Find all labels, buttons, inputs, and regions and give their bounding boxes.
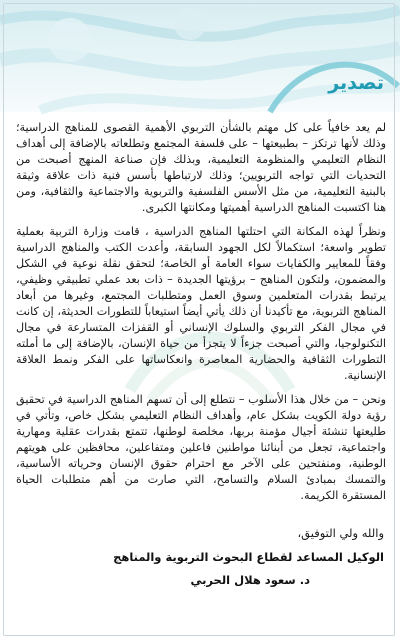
page-title: تصدير — [328, 72, 384, 94]
paragraph-1: لم يعد خافياً على كل مهتم بالشأن التربوي الأهمية القصوى للمناهج الدراسية؛ وذلك لأنها ترتكز – بطبيعتها – على فلسفة المجتمع وتطلعاته بالإضافة إلى أهداف النظام التعليمي والمنظومة التعليمية، وبذلك فإن صناعة المنهج أصبحت من التحديات التي تواجه التربويين؛ وذلك لارتباطها بأسس فنية ذات علاقة وثيقة بالبنية التعليمية، من مثل الأسس الفلسفية والتربوية والاجتماعية والثقافية، ومن هنا اكتسبت المناهج الدراسية أهميتها ومكانتها الكبرى. — [16, 121, 386, 214]
signature-name: د. سعود هلال الحربي — [190, 573, 310, 587]
closing-line: والله ولي التوفيق، — [297, 526, 384, 540]
paragraph-3: ونحن – من خلال هذا الأسلوب – نتطلع إلى أن تسهم المناهج الدراسية في تحقيق رؤية دولة الكويت بشكل عام، وأهداف النظام التعليمي بشكل خاص، وتأتي في طليعتها تنشئة أجيال مؤمنة بربها، مخلصة لوطنها، تتمتع بقدرات عقلية ومهارية واجتماعية، تجعل من أبنائنا مواطنين فاعلين ومتفاعلين، محافظين على هويتهم الوطنية، ومنفتحين على الآخر مع احترام حقوق الإنسان وحرياته الأساسية، والتمسك بمبادئ السلام والتسامح، التي صارت من أهم متطلبات الحياة المستقرة الكريمة. — [16, 393, 386, 502]
paragraph-2: ونظراً لهذه المكانة التي احتلتها المناهج الدراسية ، قامت وزارة التربية بعملية تطوير واسعة؛ استكمالاً لكل الجهود السابقة، وأعدت الكتب والمناهج الدراسية وفقاً للمعايير والكفايات سواء العامة أو الخاصة؛ لتحقق نقلة نوعية في الشكل والمضمون، ولتكون المناهج – برؤيتها الجديدة – ذات بعد عملي تطبيقي وظيفي، يرتبط بقدرات المتعلمين وسوق العمل ومتطلبات المجتمع، وغيرها من أبعاد المناهج التربوية، مع تأكيدنا أن ذلك يأتي أيضاً استيعاباً للتطورات الحديثة، إن كانت في مجال الفكر التربوي والسلوك الإنساني أو القفزات المتسارعة في مجال التكنولوجيا، والتي أصبحت جزءاً لا يتجزأ من حياة الإنسان، بالإضافة إلى ما أملته التطورات الثقافية والحضارية المعاصرة وانعكاساتها على الفكر ونمط العلاقة الإنسانية. — [16, 225, 386, 382]
signature-title: الوكيل المساعد لقطاع البحوث التربوية والمناهج — [113, 550, 384, 564]
page-border — [3, 3, 395, 636]
